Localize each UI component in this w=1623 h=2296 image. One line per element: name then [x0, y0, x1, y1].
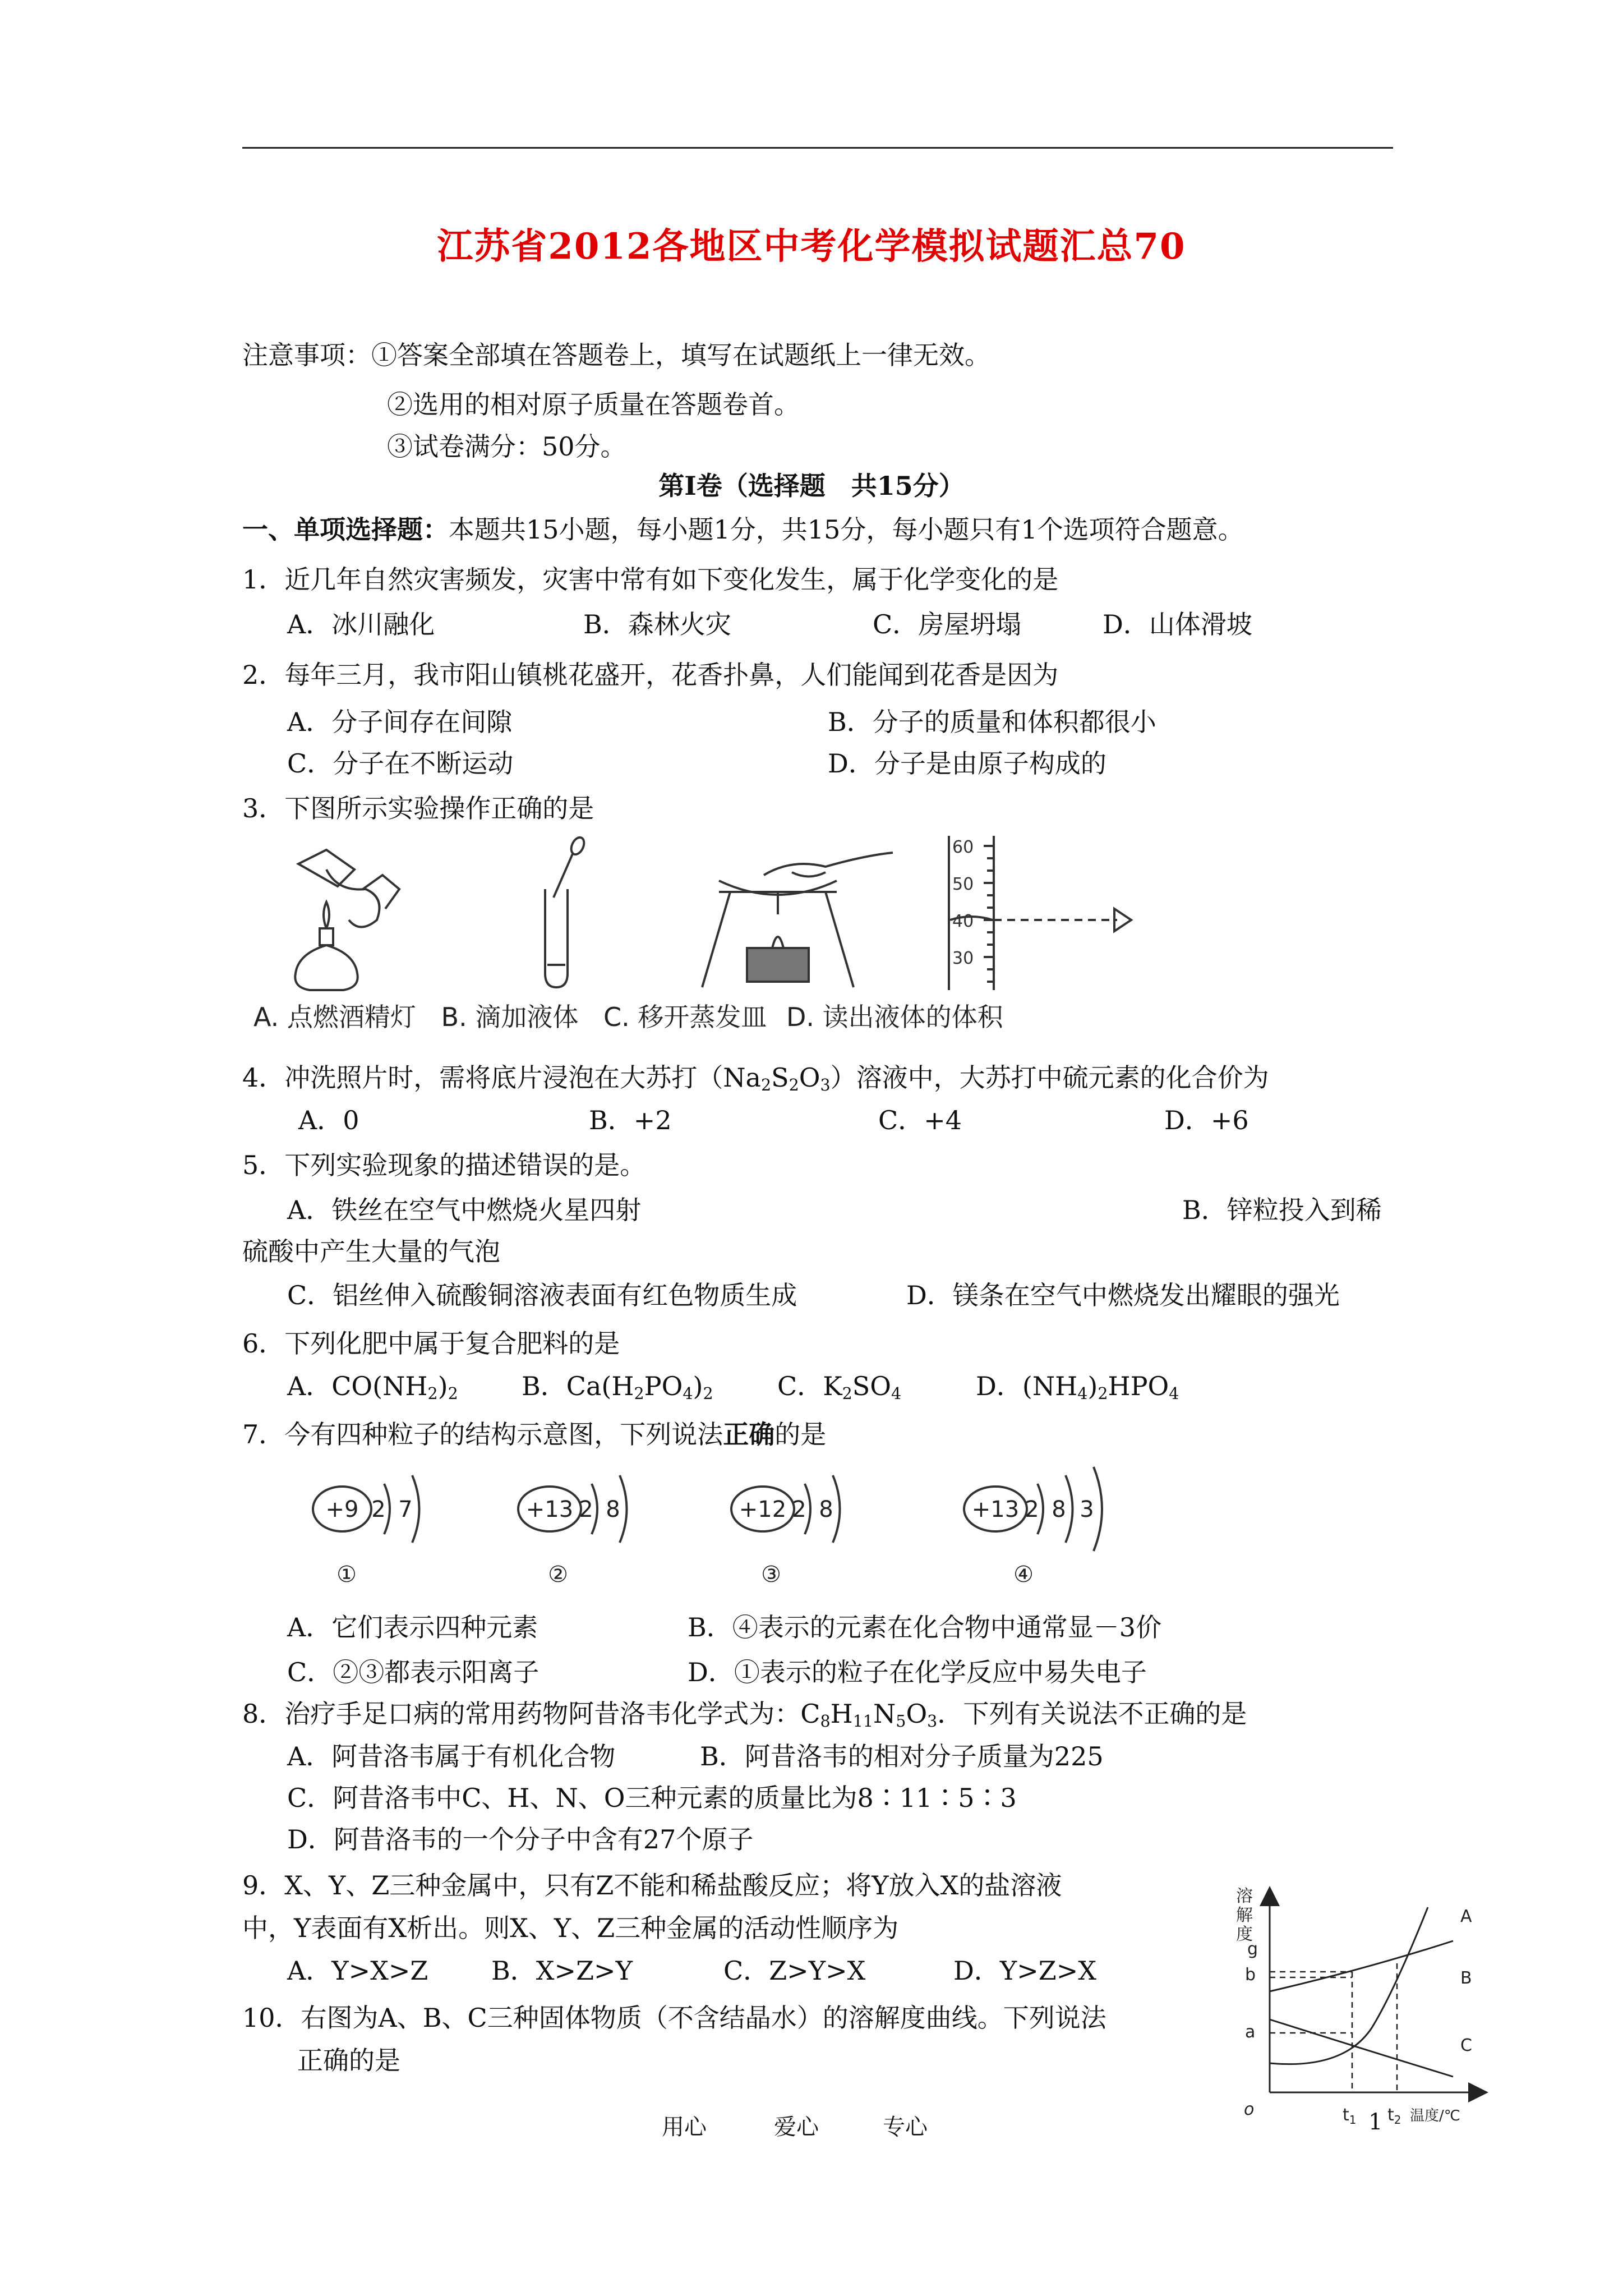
q6-d-text: D．(NH: [976, 1371, 1078, 1401]
q7-stem: [242, 1417, 826, 1452]
q6-b-mid: PO: [644, 1371, 683, 1401]
q3-stem: 3．下图所示实验操作正确的是: [242, 793, 594, 823]
q3-option-d: D. 读出液体的体积: [786, 1002, 1003, 1032]
part-label: 一、单项选择题：: [242, 514, 449, 545]
q8-option-c: C．阿昔洛韦中C、H、N、O三种元素的质量比为8∶11∶5∶3: [287, 1783, 1017, 1813]
notes-line-1: [242, 338, 990, 372]
atom-1-shell-2: [412, 1475, 419, 1543]
footer-text-2: 爱心: [774, 2114, 819, 2140]
q8-option-a: A．阿昔洛韦属于有机化合物: [287, 1741, 616, 1772]
atom-4-shell-2: [1066, 1475, 1073, 1543]
q6-option-c: [777, 1369, 901, 1411]
x-tick-t1-sub: 1: [1349, 2113, 1357, 2127]
atom-4-shell-3: [1094, 1467, 1102, 1551]
page-title: 江苏省2012各地区中考化学模拟试题汇总70: [437, 226, 1186, 268]
q6-b-sub2: 4: [683, 1384, 693, 1404]
q8-stem-d: O: [906, 1699, 928, 1729]
q3-options: [253, 1000, 1003, 1034]
q4-option-d: D．+6: [1164, 1105, 1249, 1135]
atom-3-nucleus: +12: [739, 1497, 787, 1522]
curve-b: [1270, 1941, 1453, 1991]
q6-option-a: [287, 1369, 458, 1411]
q6-option-d: [976, 1369, 1179, 1411]
section-heading: 第Ⅰ卷（选择题 共15分）: [658, 471, 965, 501]
q8-sub-11: 11: [852, 1712, 874, 1731]
q4-option-b: B．+2: [589, 1105, 672, 1135]
q8-option-d: D．阿昔洛韦的一个分子中含有27个原子: [287, 1824, 754, 1855]
q5-stem: 5．下列实验现象的描述错误的是。: [242, 1150, 646, 1180]
cylinder-tick-60: 60: [952, 838, 974, 857]
q6-a-text: A．CO(NH: [287, 1371, 428, 1401]
solubility-curve-figure: [1232, 1885, 1490, 2132]
y-tick-a: a: [1245, 2022, 1256, 2042]
x-tick-t2-letter: t: [1387, 2105, 1394, 2125]
q2-option-a: A．分子间存在间隙: [287, 707, 513, 737]
atom-4-shell-3-electrons: 3: [1080, 1497, 1094, 1522]
q6-a-sub: 2: [427, 1384, 438, 1404]
curve-c-label: C: [1460, 2036, 1472, 2055]
q7-stem-c: 的是: [774, 1419, 827, 1450]
atom-1-label: ①: [336, 1562, 357, 1588]
q4-option-a: A．0: [298, 1105, 359, 1135]
q8-stem-e: ．下列有关说法不正确的是: [937, 1699, 1247, 1729]
q7-option-a: A．它们表示四种元素: [287, 1612, 538, 1642]
q7-stem-a: 7．今有四种粒子的结构示意图，下列说法: [242, 1419, 723, 1450]
q9-stem-2: 中，Y表面有X析出。则X、Y、Z三种金属的活动性顺序为: [242, 1913, 899, 1943]
q6-d-sub2: 2: [1098, 1384, 1108, 1404]
q1-option-a: A．冰川融化: [287, 609, 435, 639]
q6-b-sub3: 2: [703, 1384, 713, 1404]
q6-c-sub2: 4: [891, 1384, 902, 1404]
graduated-cylinder-sketch: [949, 836, 1131, 990]
q5-option-b-cont: 硫酸中产生大量的气泡: [242, 1236, 500, 1267]
q8-stem: [242, 1696, 1247, 1739]
q6-d-mid: ): [1087, 1371, 1098, 1401]
q9-option-d: D．Y>Z>X: [953, 1955, 1097, 1986]
q6-c-text: C．K: [777, 1371, 842, 1401]
q6-stem: 6．下列化肥中属于复合肥料的是: [242, 1328, 620, 1359]
q2-stem: 2．每年三月，我市阳山镇桃花盛开，花香扑鼻，人们能闻到花香是因为: [242, 660, 1059, 690]
note-1: ①答案全部填在答题卷上，填写在试题纸上一律无效。: [371, 340, 990, 370]
q3-option-c: C. 移开蒸发皿: [603, 1002, 767, 1032]
notes-label: 注意事项：: [242, 340, 371, 370]
q9-option-c: C．Z>Y>X: [723, 1955, 866, 1986]
x-tick-t2: [1387, 2105, 1401, 2127]
q5-option-c: C．铝丝伸入硫酸铜溶液表面有红色物质生成: [287, 1280, 797, 1310]
q8-sub-5: 5: [896, 1712, 906, 1731]
q9-option-b: B．X>Z>Y: [491, 1955, 633, 1986]
cylinder-tick-30: 30: [952, 949, 974, 968]
q4-sub-3: 3: [820, 1076, 831, 1095]
atom-4-shell-1-electrons: 2: [1025, 1497, 1039, 1522]
q1-stem: 1．近几年自然灾害频发，灾害中常有如下变化发生，属于化学变化的是: [242, 564, 1059, 595]
q6-c-sub1: 2: [842, 1384, 852, 1404]
q4-stem-d: ）溶液中，大苏打中硫元素的化合价为: [830, 1062, 1269, 1093]
q6-b-end: ): [693, 1371, 703, 1401]
x-tick-t1-letter: t: [1343, 2105, 1349, 2125]
atom-2-label: ②: [548, 1562, 568, 1588]
atom-3-shell-1-electrons: 2: [792, 1497, 806, 1522]
curve-b-label: B: [1460, 1968, 1472, 1988]
cylinder-tick-50: 50: [952, 875, 974, 894]
footer-text-1: 用心: [662, 2114, 707, 2140]
x-tick-t1: [1343, 2105, 1357, 2127]
q2-option-b: B．分子的质量和体积都很小: [828, 707, 1156, 737]
ylabel-char-1: 溶: [1236, 1887, 1253, 1906]
q4-sub-2b: 2: [789, 1076, 799, 1095]
note-3: ③试卷满分：50分。: [387, 431, 626, 462]
q4-stem-b: S: [771, 1062, 789, 1093]
atom-4-nucleus: +13: [971, 1497, 1020, 1522]
q8-stem-b: H: [830, 1699, 853, 1729]
q6-d-sub3: 4: [1169, 1384, 1179, 1404]
q7-option-b: B．④表示的元素在化合物中通常显－3价: [688, 1612, 1162, 1642]
lab-operations-figure: [242, 836, 1140, 993]
q4-option-c: C．+4: [878, 1105, 962, 1135]
atom-2-shell-2-electrons: 8: [606, 1497, 620, 1522]
atom-4-label: ④: [1013, 1562, 1034, 1588]
q6-b-sub1: 2: [634, 1384, 644, 1404]
page-number: 1: [1368, 2109, 1383, 2135]
alcohol-lamp-sketch: [295, 850, 399, 990]
q6-d-sub1: 4: [1077, 1384, 1088, 1404]
q8-option-b: B．阿昔洛韦的相对分子质量为225: [700, 1741, 1104, 1772]
q9-stem-1: 9．X、Y、Z三种金属中，只有Z不能和稀盐酸反应；将Y放入X的盐溶液: [242, 1870, 1062, 1901]
x-tick-t2-sub: 2: [1394, 2113, 1401, 2127]
q10-stem-1: 10．右图为A、B、C三种固体物质（不含结晶水）的溶解度曲线。下列说法: [242, 2003, 1106, 2033]
q8-sub-3: 3: [927, 1712, 938, 1731]
q5-option-b: B．锌粒投入到稀: [1182, 1195, 1382, 1225]
q1-option-b: B．森林火灾: [583, 609, 731, 639]
q7-option-c: C．②③都表示阳离子: [287, 1657, 540, 1687]
q1-option-c: C．房屋坍塌: [873, 609, 1022, 639]
q6-b-text: B．Ca(H: [522, 1371, 634, 1401]
q5-option-d: D．镁条在空气中燃烧发出耀眼的强光: [906, 1280, 1340, 1310]
q6-option-b: [522, 1369, 713, 1411]
q4-stem-a: 4．冲洗照片时，需将底片浸泡在大苏打（Na: [242, 1062, 761, 1093]
origin-label: o: [1244, 2100, 1255, 2119]
q4-stem: [242, 1060, 1269, 1103]
atom-2-shell-2: [620, 1475, 627, 1543]
q6-c-mid: SO: [852, 1371, 891, 1401]
q10-stem-2: 正确的是: [297, 2045, 400, 2076]
footer-text-3: 专心: [883, 2114, 928, 2140]
q4-sub-2a: 2: [760, 1076, 772, 1095]
header-rule: [242, 147, 1393, 149]
atom-1-shell-2-electrons: 7: [398, 1497, 413, 1522]
atom-3-shell-2-electrons: 8: [819, 1497, 833, 1522]
q2-option-d: D．分子是由原子构成的: [828, 748, 1106, 779]
part-instructions: [242, 512, 1244, 547]
atom-structure-figure: [292, 1458, 1189, 1593]
q9-option-a: A．Y>X>Z: [287, 1955, 428, 1986]
q7-stem-b: 正确: [723, 1419, 775, 1450]
ylabel-unit: g: [1247, 1939, 1258, 1959]
q6-a-sub2: 2: [448, 1384, 458, 1404]
atom-1-shell-1-electrons: 2: [371, 1497, 386, 1522]
ylabel-char-2: 解: [1236, 1906, 1253, 1925]
q4-stem-c: O: [799, 1062, 820, 1093]
ylabel-char-3: 度: [1236, 1925, 1253, 1944]
curve-a-label: A: [1460, 1907, 1472, 1926]
q6-d-end: HPO: [1108, 1371, 1169, 1401]
q8-stem-a: 8．治疗手足口病的常用药物阿昔洛韦化学式为：C: [242, 1699, 820, 1729]
cylinder-tick-40: 40: [952, 912, 974, 931]
evaporating-dish-sketch: [702, 853, 893, 987]
atom-2-nucleus: +13: [525, 1497, 574, 1522]
dropper-test-tube-sketch: [545, 836, 587, 987]
curve-c: [1270, 2019, 1453, 2077]
atom-4-shell-2-electrons: 8: [1052, 1497, 1066, 1522]
part-desc: 本题共15小题，每小题1分，共15分，每小题只有1个选项符合题意。: [449, 514, 1244, 545]
q3-option-b: B. 滴加液体: [441, 1002, 579, 1032]
note-2: ②选用的相对原子质量在答题卷首。: [387, 389, 800, 420]
atom-2-shell-1-electrons: 2: [579, 1497, 593, 1522]
q2-option-c: C．分子在不断运动: [287, 748, 514, 779]
q8-sub-8: 8: [820, 1712, 831, 1731]
q6-a-end: ): [437, 1371, 448, 1401]
atom-3-label: ③: [761, 1562, 781, 1588]
q7-option-d: D．①表示的粒子在化学反应中易失电子: [688, 1657, 1147, 1687]
x-axis-label: 温度/℃: [1410, 2108, 1460, 2124]
atom-1-nucleus: +9: [325, 1497, 359, 1522]
q1-option-d: D．山体滑坡: [1103, 609, 1252, 639]
q5-option-a: A．铁丝在空气中燃烧火星四射: [287, 1195, 642, 1225]
y-tick-b: b: [1245, 1965, 1256, 1985]
q3-option-a: A. 点燃酒精灯: [253, 1002, 416, 1032]
q8-stem-c: N: [873, 1699, 896, 1729]
atom-3-shell-2: [833, 1475, 840, 1543]
